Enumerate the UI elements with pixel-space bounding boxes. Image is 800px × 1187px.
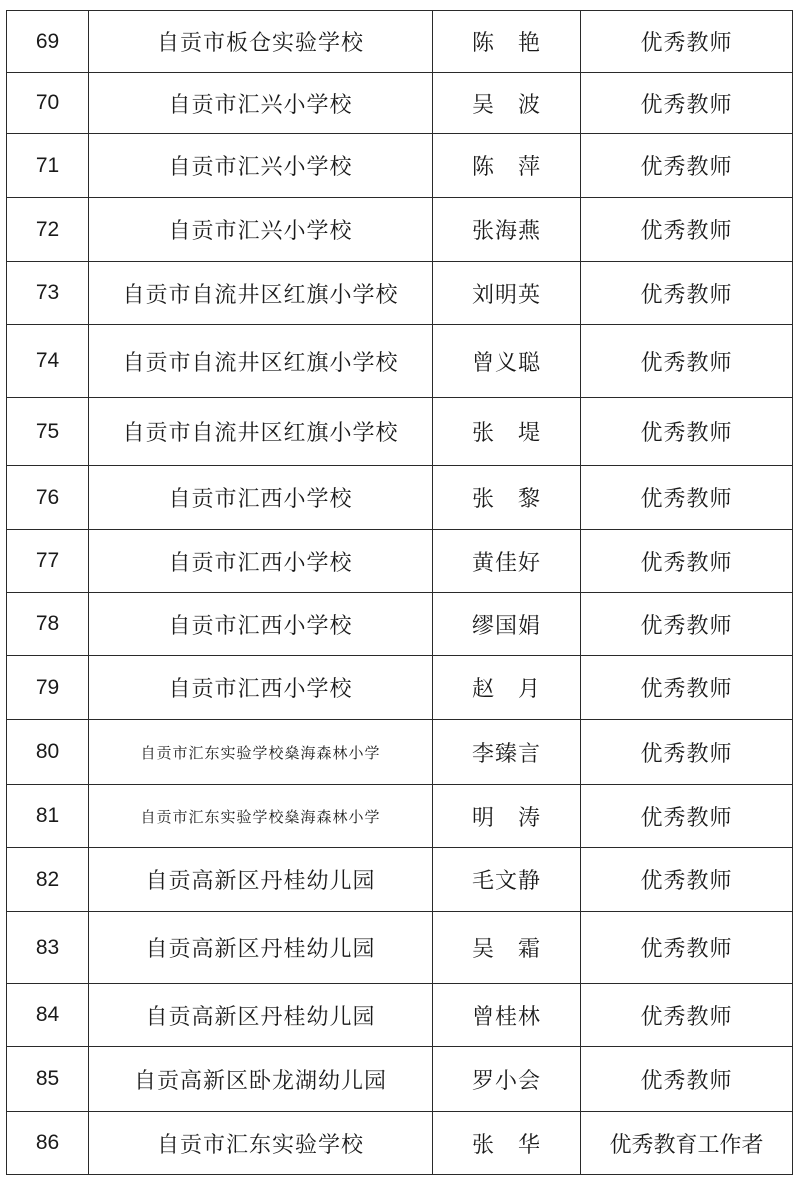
teacher-name-cell: 毛文静 bbox=[433, 848, 581, 912]
award-title-cell: 优秀教师 bbox=[581, 73, 793, 134]
table-row bbox=[7, 530, 793, 593]
school-cell: 自贡高新区丹桂幼儿园 bbox=[89, 912, 433, 984]
school-cell: 自贡市自流井区红旗小学校 bbox=[89, 262, 433, 325]
table-row bbox=[7, 73, 793, 134]
award-title-cell: 优秀教育工作者 bbox=[581, 1112, 793, 1175]
teacher-name-cell: 刘明英 bbox=[433, 262, 581, 325]
award-title-cell: 优秀教师 bbox=[581, 912, 793, 984]
school-cell: 自贡市汇东实验学校燊海森林小学 bbox=[89, 785, 433, 848]
award-title-cell: 优秀教师 bbox=[581, 1047, 793, 1112]
table-row bbox=[7, 785, 793, 848]
row-number-cell: 76 bbox=[7, 466, 89, 530]
award-title-cell: 优秀教师 bbox=[581, 848, 793, 912]
award-title-cell: 优秀教师 bbox=[581, 530, 793, 593]
row-number-cell: 74 bbox=[7, 325, 89, 398]
table-row bbox=[7, 656, 793, 720]
teacher-name-cell: 张海燕 bbox=[433, 198, 581, 262]
row-number-cell: 82 bbox=[7, 848, 89, 912]
row-number-cell: 70 bbox=[7, 73, 89, 134]
row-number-cell: 75 bbox=[7, 398, 89, 466]
school-cell: 自贡市自流井区红旗小学校 bbox=[89, 325, 433, 398]
teacher-name-cell: 罗小会 bbox=[433, 1047, 581, 1112]
school-cell: 自贡高新区丹桂幼儿园 bbox=[89, 984, 433, 1047]
award-title-cell: 优秀教师 bbox=[581, 984, 793, 1047]
row-number-cell: 80 bbox=[7, 720, 89, 785]
teacher-name-cell: 张 黎 bbox=[433, 466, 581, 530]
teacher-name-cell: 吴 波 bbox=[433, 73, 581, 134]
award-title-cell: 优秀教师 bbox=[581, 785, 793, 848]
school-cell: 自贡市汇西小学校 bbox=[89, 466, 433, 530]
school-cell: 自贡市汇兴小学校 bbox=[89, 134, 433, 198]
teacher-name-cell: 曾义聪 bbox=[433, 325, 581, 398]
school-cell: 自贡高新区丹桂幼儿园 bbox=[89, 848, 433, 912]
award-title-cell: 优秀教师 bbox=[581, 398, 793, 466]
teacher-name-cell: 张 堤 bbox=[433, 398, 581, 466]
school-cell: 自贡市汇东实验学校 bbox=[89, 1112, 433, 1175]
row-number-cell: 71 bbox=[7, 134, 89, 198]
table-row bbox=[7, 593, 793, 656]
teacher-name-cell: 缪国娟 bbox=[433, 593, 581, 656]
school-cell: 自贡市汇西小学校 bbox=[89, 656, 433, 720]
row-number-cell: 83 bbox=[7, 912, 89, 984]
award-title-cell: 优秀教师 bbox=[581, 466, 793, 530]
table-row bbox=[7, 134, 793, 198]
table-row bbox=[7, 720, 793, 785]
award-title-cell: 优秀教师 bbox=[581, 11, 793, 73]
award-title-cell: 优秀教师 bbox=[581, 262, 793, 325]
teacher-name-cell: 黄佳好 bbox=[433, 530, 581, 593]
school-cell: 自贡市板仓实验学校 bbox=[89, 11, 433, 73]
row-number-cell: 77 bbox=[7, 530, 89, 593]
teacher-name-cell: 陈 艳 bbox=[433, 11, 581, 73]
row-number-cell: 79 bbox=[7, 656, 89, 720]
table-row bbox=[7, 325, 793, 398]
school-cell: 自贡市汇东实验学校燊海森林小学 bbox=[89, 720, 433, 785]
school-cell: 自贡高新区卧龙湖幼儿园 bbox=[89, 1047, 433, 1112]
table-row bbox=[7, 198, 793, 262]
teacher-name-cell: 李臻言 bbox=[433, 720, 581, 785]
teacher-name-cell: 张 华 bbox=[433, 1112, 581, 1175]
table-row bbox=[7, 984, 793, 1047]
award-title-cell: 优秀教师 bbox=[581, 325, 793, 398]
row-number-cell: 69 bbox=[7, 11, 89, 73]
row-number-cell: 86 bbox=[7, 1112, 89, 1175]
table-row bbox=[7, 262, 793, 325]
row-number-cell: 72 bbox=[7, 198, 89, 262]
row-number-cell: 78 bbox=[7, 593, 89, 656]
teacher-name-cell: 明 涛 bbox=[433, 785, 581, 848]
school-cell: 自贡市汇兴小学校 bbox=[89, 73, 433, 134]
teacher-name-cell: 吴 霜 bbox=[433, 912, 581, 984]
award-title-cell: 优秀教师 bbox=[581, 656, 793, 720]
table-row bbox=[7, 398, 793, 466]
row-number-cell: 73 bbox=[7, 262, 89, 325]
award-title-cell: 优秀教师 bbox=[581, 198, 793, 262]
award-title-cell: 优秀教师 bbox=[581, 134, 793, 198]
row-number-cell: 84 bbox=[7, 984, 89, 1047]
teacher-name-cell: 陈 萍 bbox=[433, 134, 581, 198]
row-number-cell: 81 bbox=[7, 785, 89, 848]
table-row bbox=[7, 11, 793, 73]
award-roster-table bbox=[6, 10, 793, 1175]
table-row bbox=[7, 848, 793, 912]
table-row bbox=[7, 1047, 793, 1112]
table-row bbox=[7, 1112, 793, 1175]
school-cell: 自贡市汇兴小学校 bbox=[89, 198, 433, 262]
award-title-cell: 优秀教师 bbox=[581, 720, 793, 785]
school-cell: 自贡市自流井区红旗小学校 bbox=[89, 398, 433, 466]
row-number-cell: 85 bbox=[7, 1047, 89, 1112]
teacher-name-cell: 曾桂林 bbox=[433, 984, 581, 1047]
table-row bbox=[7, 912, 793, 984]
table-row bbox=[7, 466, 793, 530]
award-title-cell: 优秀教师 bbox=[581, 593, 793, 656]
teacher-name-cell: 赵 月 bbox=[433, 656, 581, 720]
school-cell: 自贡市汇西小学校 bbox=[89, 530, 433, 593]
school-cell: 自贡市汇西小学校 bbox=[89, 593, 433, 656]
